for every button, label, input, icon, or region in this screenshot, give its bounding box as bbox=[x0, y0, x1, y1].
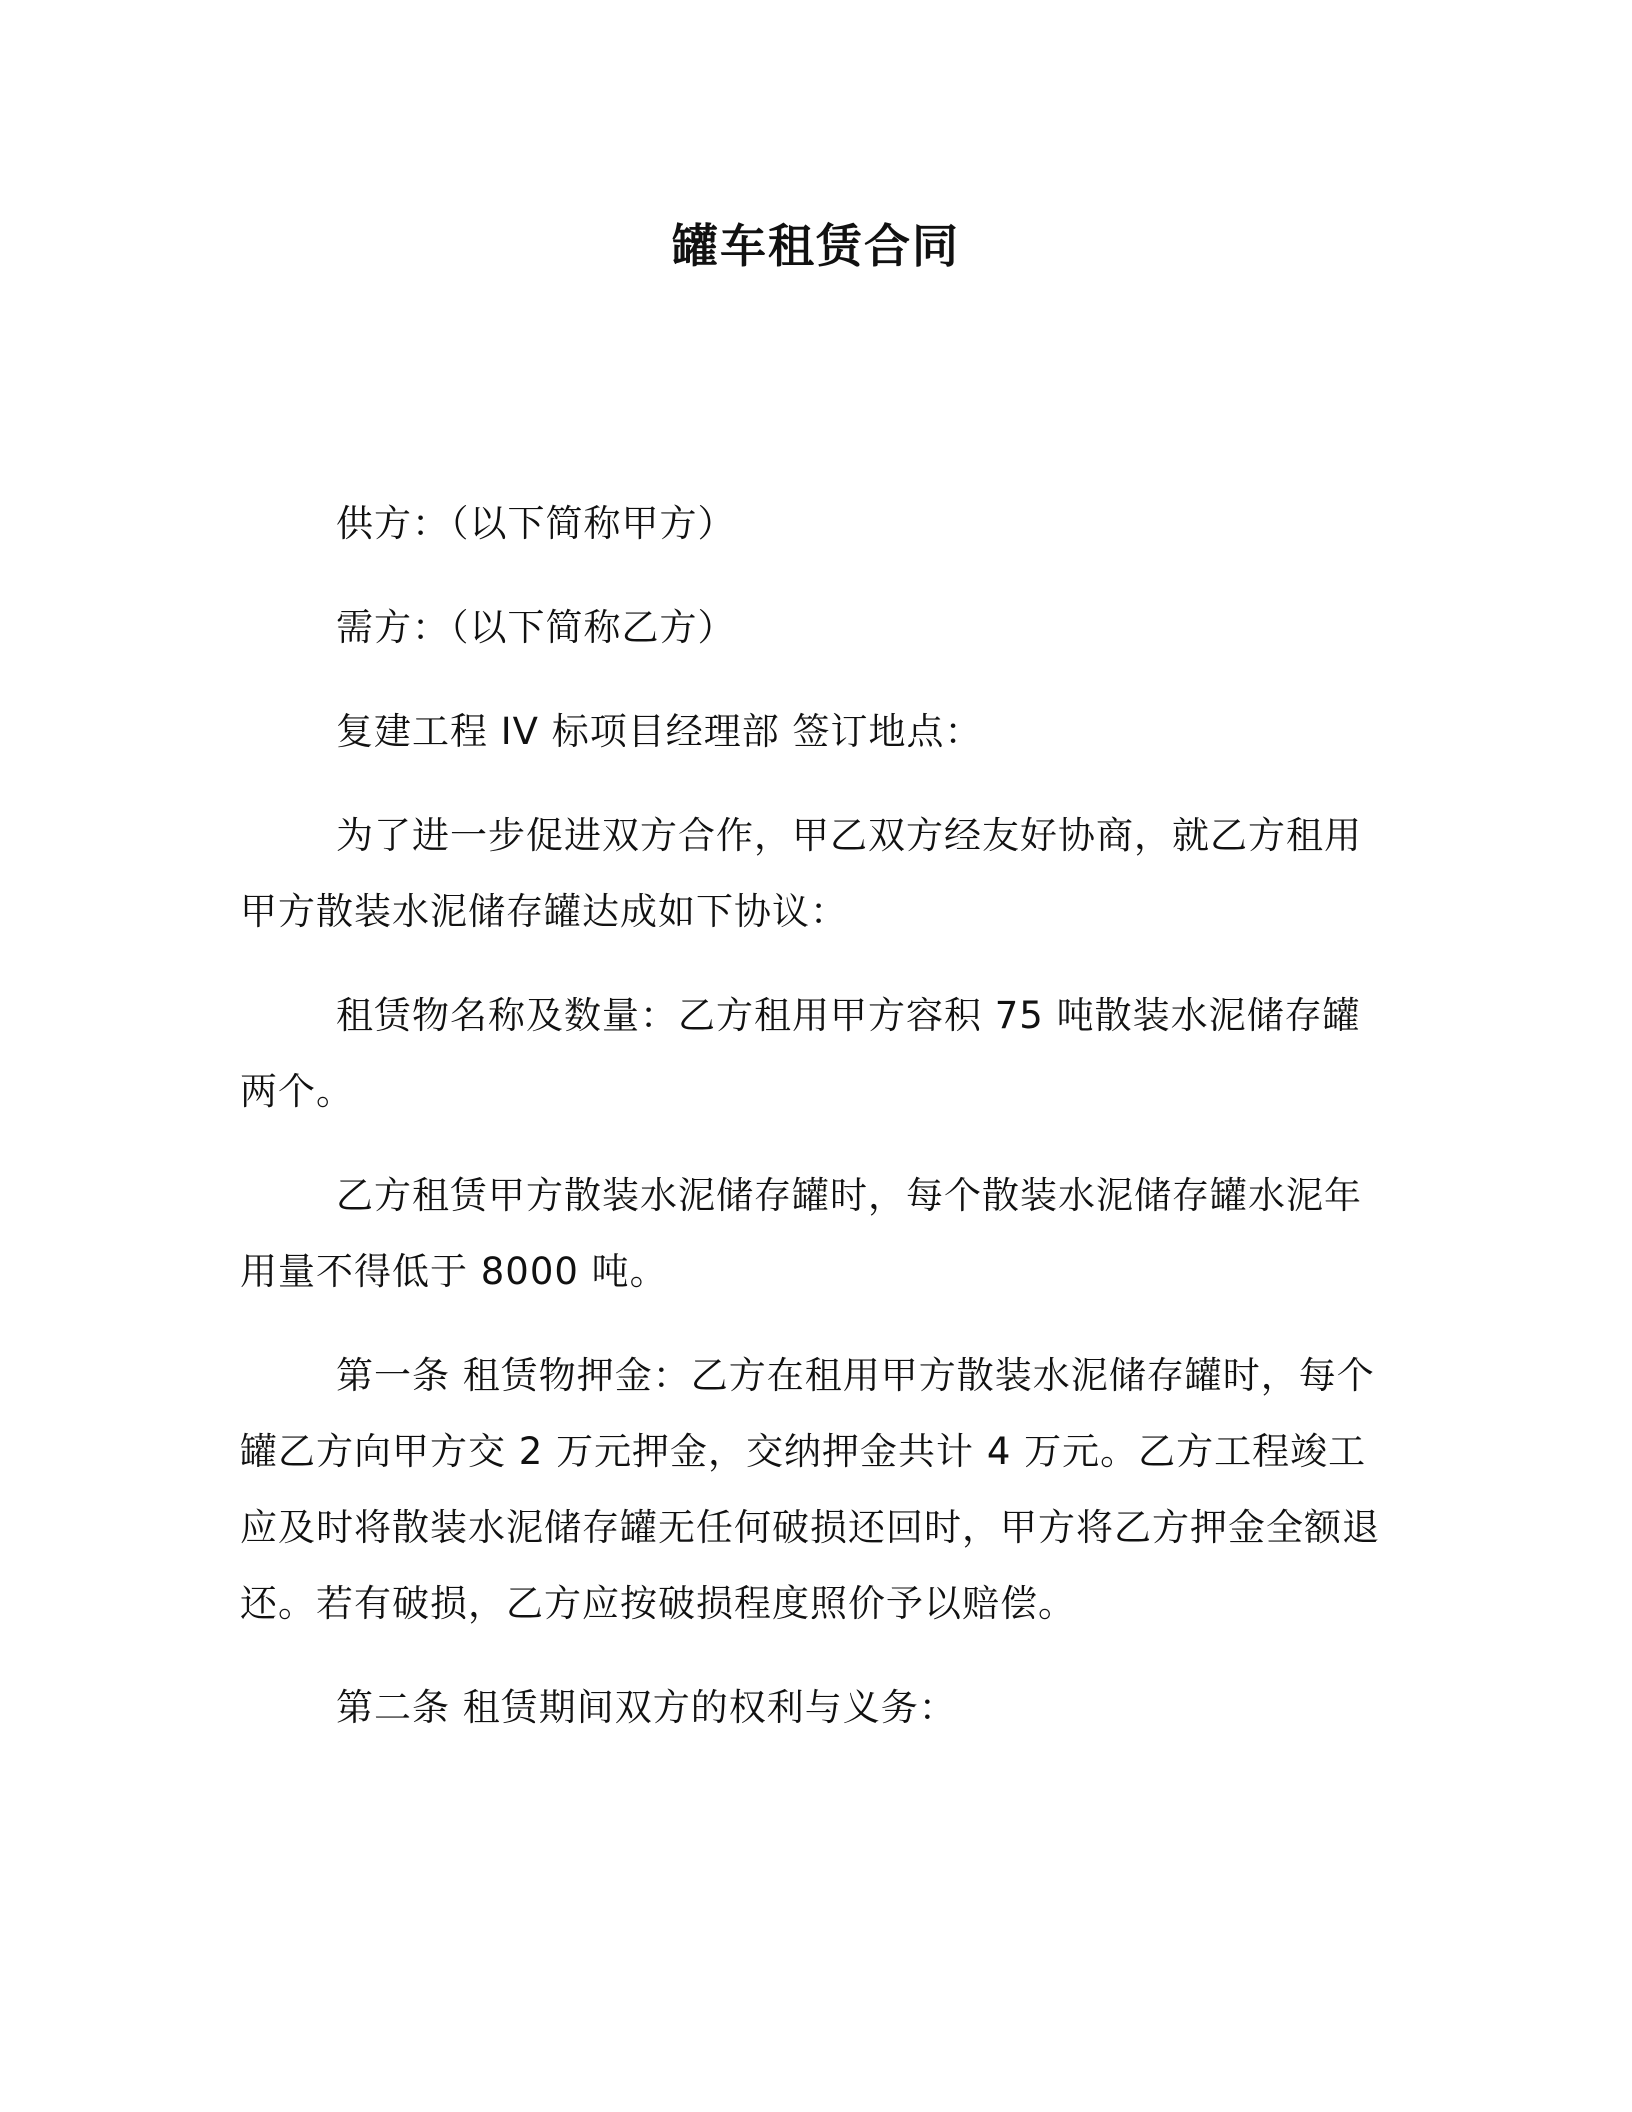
paragraph-rental-item: 租赁物名称及数量：乙方租用甲方容积 75 吨散装水泥储存罐两个。 bbox=[240, 994, 1361, 1113]
paragraph-rights-clause: 第二条 租赁期间双方的权利与义务： bbox=[336, 1686, 957, 1729]
document-title: 罐车租赁合同 bbox=[672, 219, 960, 273]
paragraph-deposit-clause: 第一条 租赁物押金：乙方在租用甲方散装水泥储存罐时，每个罐乙方向甲方交 2 万元押金，交纳押金共计 4 万元。乙方工程竣工应及时将散装水泥储存罐无任何破损还回时，甲方将乙方押金全额退还。若有破损，乙方应按破损程度照价予以赔偿。 bbox=[240, 1354, 1380, 1625]
paragraph-project-location: 复建工程 IV 标项目经理部 签订地点： bbox=[336, 710, 983, 753]
paragraph-annual-usage: 乙方租赁甲方散装水泥储存罐时，每个散装水泥储存罐水泥年用量不得低于 8000 吨。 bbox=[240, 1174, 1362, 1293]
paragraph-buyer: 需方：（以下简称乙方） bbox=[336, 606, 736, 649]
paragraph-intro: 为了进一步促进双方合作，甲乙双方经友好协商，就乙方租用甲方散装水泥储存罐达成如下协议： bbox=[240, 814, 1362, 933]
paragraph-supplier: 供方：（以下简称甲方） bbox=[336, 502, 736, 545]
